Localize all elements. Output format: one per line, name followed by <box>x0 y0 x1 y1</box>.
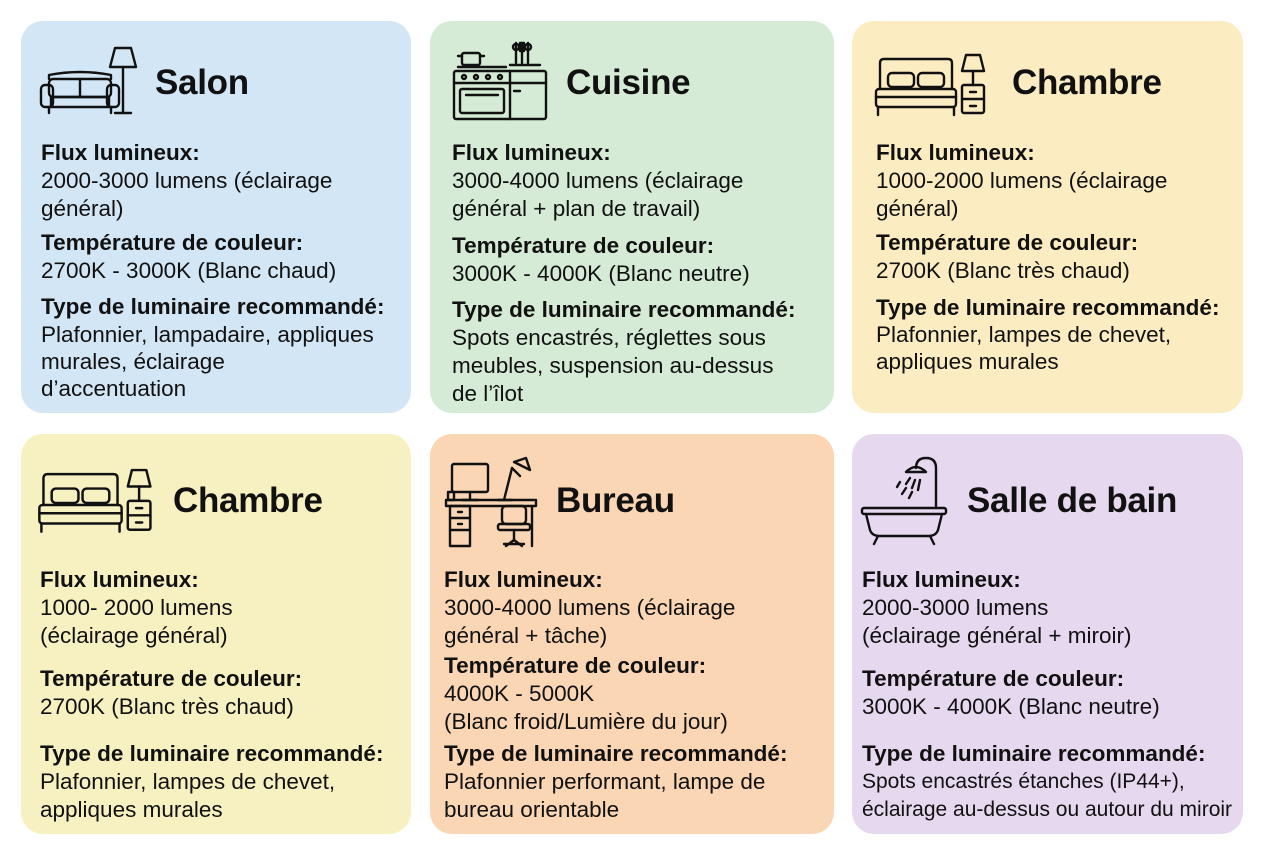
type-value: appliques murales <box>876 349 1059 374</box>
temp-value: 4000K - 5000K <box>444 681 595 706</box>
flux-value: général + plan de travail) <box>452 196 701 221</box>
flux-value: général) <box>41 196 124 221</box>
temp-label: Température de couleur: <box>876 230 1139 255</box>
card-title: Salle de bain <box>967 481 1178 520</box>
type-label: Type de luminaire recommandé: <box>444 741 788 766</box>
type-value: Plafonnier, lampadaire, appliques <box>41 322 374 347</box>
flux-value: (éclairage général) <box>40 623 228 648</box>
flux-label: Flux lumineux: <box>40 567 199 592</box>
room-card-salle-de-bain <box>852 434 1243 834</box>
flux-label: Flux lumineux: <box>862 567 1021 592</box>
flux-label: Flux lumineux: <box>41 140 200 165</box>
type-value: d’accentuation <box>41 376 187 401</box>
flux-value: 2000-3000 lumens (éclairage <box>41 168 333 193</box>
temp-label: Température de couleur: <box>444 653 707 678</box>
type-value: bureau orientable <box>444 797 620 822</box>
temp-value: (Blanc froid/Lumière du jour) <box>444 709 728 734</box>
card-title: Chambre <box>173 481 323 520</box>
temp-label: Température de couleur: <box>452 233 715 258</box>
type-label: Type de luminaire recommandé: <box>40 741 384 766</box>
flux-value: 1000-2000 lumens (éclairage <box>876 168 1168 193</box>
temp-label: Température de couleur: <box>40 666 303 691</box>
kitchen-stove-icon <box>450 39 550 123</box>
temp-value: 3000K - 4000K (Blanc neutre) <box>862 694 1160 719</box>
type-label: Type de luminaire recommandé: <box>862 741 1206 766</box>
flux-value: 3000-4000 lumens (éclairage <box>444 595 736 620</box>
temp-value: 2700K - 3000K (Blanc chaud) <box>41 258 337 283</box>
card-title: Bureau <box>556 481 675 520</box>
flux-value: 2000-3000 lumens <box>862 595 1049 620</box>
temp-label: Température de couleur: <box>41 230 304 255</box>
type-value: meubles, suspension au-dessus <box>452 353 774 378</box>
flux-value: 1000- 2000 lumens <box>40 595 233 620</box>
temp-value: 2700K (Blanc très chaud) <box>876 258 1130 283</box>
type-value: Plafonnier, lampes de chevet, <box>40 769 336 794</box>
flux-value: général) <box>876 196 959 221</box>
type-label: Type de luminaire recommandé: <box>41 294 385 319</box>
type-value: appliques murales <box>40 797 223 822</box>
type-value: Plafonnier, lampes de chevet, <box>876 322 1172 347</box>
type-label: Type de luminaire recommandé: <box>876 295 1220 320</box>
bed-nightstand-icon <box>37 468 161 540</box>
type-value: Spots encastrés étanches (IP44+), <box>862 770 1185 793</box>
type-value: éclairage au-dessus ou autour du miroir <box>862 798 1233 821</box>
type-value: Spots encastrés, réglettes sous <box>452 325 766 350</box>
flux-value: général + tâche) <box>444 623 608 648</box>
room-card-chambre <box>852 21 1243 413</box>
temp-value: 3000K - 4000K (Blanc neutre) <box>452 261 750 286</box>
temp-label: Température de couleur: <box>862 666 1125 691</box>
type-value: murales, éclairage <box>41 349 225 374</box>
card-title: Salon <box>155 63 249 102</box>
type-label: Type de luminaire recommandé: <box>452 297 796 322</box>
flux-label: Flux lumineux: <box>876 140 1035 165</box>
room-card-bureau <box>430 434 834 834</box>
desk-computer-icon <box>444 454 544 552</box>
flux-value: 3000-4000 lumens (éclairage <box>452 168 744 193</box>
card-title: Chambre <box>1012 63 1162 102</box>
temp-value: 2700K (Blanc très chaud) <box>40 694 294 719</box>
bed-nightstand-icon <box>874 53 994 123</box>
flux-value: (éclairage général + miroir) <box>862 623 1132 648</box>
type-value: Plafonnier performant, lampe de <box>444 769 766 794</box>
flux-label: Flux lumineux: <box>444 567 603 592</box>
room-card-salon <box>21 21 411 413</box>
flux-label: Flux lumineux: <box>452 140 611 165</box>
room-card-cuisine <box>430 21 834 413</box>
sofa-lamp-icon <box>39 43 139 123</box>
type-value: de l’îlot <box>452 381 524 406</box>
card-title: Cuisine <box>566 63 691 102</box>
room-card-chambre <box>21 434 411 834</box>
bathtub-shower-icon <box>860 454 950 550</box>
